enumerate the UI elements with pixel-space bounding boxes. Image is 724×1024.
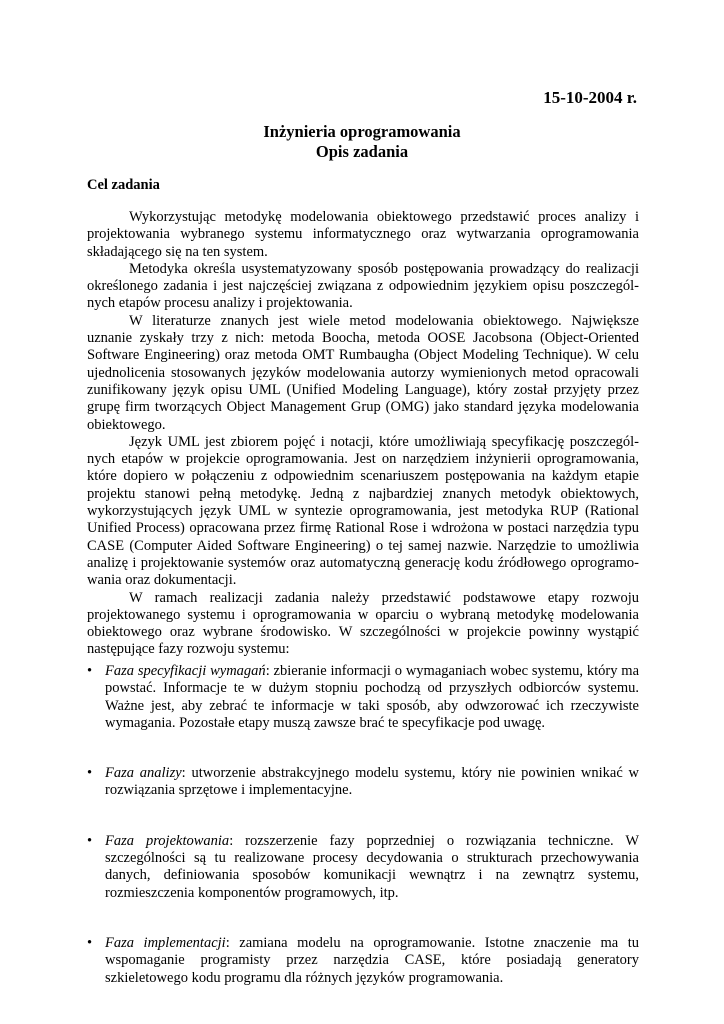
paragraph-uml: Język UML jest zbiorem pojęć i notacji, które umożliwiają specyfikację poszczegól-nych etapów w projekcie oprogramowania. Jest on narzędziem inżynierii oprogramowania, które dopiero w połączeniu z odpowiednim scenariuszem postępowania na każdym etapie projektu stanowi pełną metodykę. Jedną z najbardziej znanych metodyk obiektowych, wykorzystujących język UML w syntezie oprogramowania, jest metodyka RUP (Rational Unified Process) opracowana przez firmę Rational Rose i wdrożona w postaci narzędzia typu CASE (Computer Aided Software Engineering) o tej samej nazwie. Narzędzie to umożliwia analizę i projektowanie systemów oraz automatyczną generację kodu źródłowego oprogramo-wania oraz dokumentacji. — [87, 433, 639, 589]
list-item — [87, 663, 639, 732]
bullet-icon: • — [87, 663, 93, 679]
phase-name: Faza specyfikacji wymagań — [105, 663, 266, 679]
paragraph-task: W ramach realizacji zadania należy przedstawić podstawowe etapy rozwoju projektowanego systemu i oprogramowania w oparciu o wybraną metodykę modelowania obiektowego oraz wybrane środowisko. W szczególności w projekcie powinny wystąpić następujące fazy rozwoju systemu: — [87, 589, 639, 658]
phase-description: : utworzenie abstrakcyjnego modelu systemu, który nie powinien wnikać w rozwiązania sprzętowe i implementacyjne. — [105, 765, 639, 799]
phase-description: : zbieranie informacji o wymaganiach wobec systemu, który ma powstać. Informacje te w dużym stopniu pochodzą od przyszłych odbiorców systemu. Ważne jest, aby zebrać te informacje w taki sposób, aby odwzorować ich rzeczywiste wymagania. Pozostałe etapy muszą zawsze brać te specyfikacje pod uwagę. — [105, 663, 640, 731]
document-subtitle: Opis zadania — [315, 142, 409, 161]
phase-description: : zamiana modelu na oprogramowanie. Istotne znaczenie ma tu wspomaganie programisty przez narzędzia CASE, które posiadają generatory szkieletowego kodu programu dla różnych języków programowania. — [105, 934, 639, 986]
bullet-icon: • — [87, 765, 93, 782]
phase-name: Faza implementacji — [105, 934, 226, 951]
document-date: 15-10-2004 r. — [543, 88, 637, 107]
phase-description: : rozszerzenie fazy poprzedniej o rozwiązania techniczne. W szczególności są tu realizowane procesy decydowania o strukturach przechowywania danych, definiowania sposobów komunikacji wewnątrz i na zewnątrz systemu, rozmieszczenia komponentów programowych, itp. — [105, 832, 640, 901]
bullet-icon: • — [87, 832, 93, 849]
list-item — [87, 833, 639, 902]
section-heading: Cel zadania — [87, 177, 160, 193]
document-title: Inżynieria oprogramowania — [263, 122, 461, 141]
body-text — [87, 209, 639, 659]
paragraph-methodology: Metodyka określa usystematyzowany sposób postępowania prowadzący do realizacji określonego zadania i jest najczęściej związana z odpowiednim językiem opisu poszczegól-nych etapów procesu analizy i projektowania. — [87, 260, 639, 312]
bullet-icon: • — [87, 934, 93, 951]
phase-name: Faza projektowania — [105, 832, 230, 849]
paragraph-literature: W literaturze znanych jest wiele metod modelowania obiektowego. Największe uznanie zyskały trzy z nich: metoda Boocha, metoda OOSE Jacobsona (Object-Oriented Software Engineering) oraz metoda OMT Rumbaugha (Object Modeling Technique). W celu ujednolicenia stosowanych języków modelowania autorzy wymienionych metod opracowali zunifikowany język opisu UML (Unified Modeling Language), który został przyjęty przez grupę firm tworzących Object Management Grup (OMG) jako standard języka modelowania obiektowego. — [87, 312, 639, 433]
list-item — [87, 935, 639, 987]
phase-name: Faza analizy — [105, 765, 182, 782]
list-item — [87, 765, 639, 800]
phase-list — [87, 663, 639, 1020]
paragraph-intro: Wykorzystując metodykę modelowania obiektowego przedstawić proces analizy i projektowania wybranego systemu informatycznego oraz wytwarzania oprogramowania składającego się na ten system. — [87, 209, 639, 260]
